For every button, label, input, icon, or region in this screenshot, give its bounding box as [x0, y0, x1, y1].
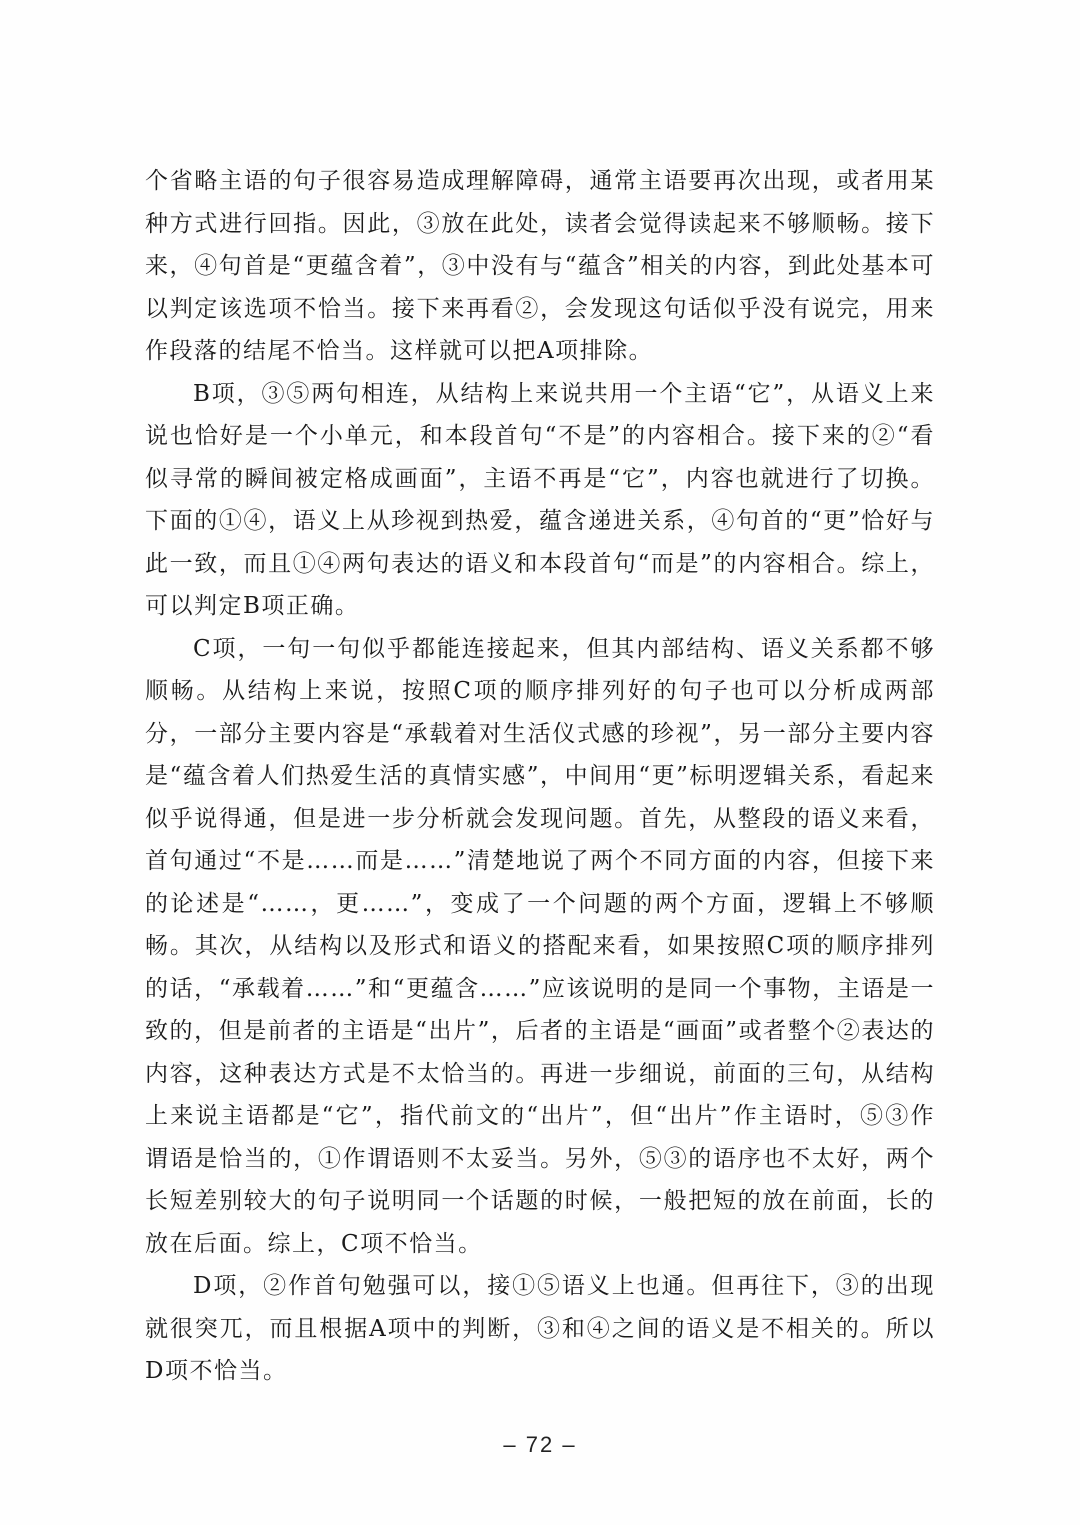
- paragraph-b-analysis: B项，③⑤两句相连，从结构上来说共用一个主语“它”，从语义上来说也恰好是一个小单元，和本段首句“不是”的内容相合。接下来的②“看似寻常的瞬间被定格成画面”，主语不再是“它”，内容也就进行了切换。下面的①④，语义上从珍视到热爱，蕴含递进关系，④句首的“更”恰好与此一致，而且①④两句表达的语义和本段首句“而是”的内容相合。综上，可以判定B项正确。: [145, 380, 935, 619]
- paragraph-a-analysis: 个省略主语的句子很容易造成理解障碍，通常主语要再次出现，或者用某种方式进行回指。因此，③放在此处，读者会觉得读起来不够顺畅。接下来，④句首是“更蕴含着”，③中没有与“蕴含”相关的内容，到此处基本可以判定该选项不恰当。接下来再看②，会发现这句话似乎没有说完，用来作段落的结尾不恰当。这样就可以把A项排除。: [145, 168, 935, 364]
- paragraph-d-analysis: D项，②作首句勉强可以，接①⑤语义上也通。但再往下，③的出现就很突兀，而且根据A项中的判断，③和④之间的语义是不相关的。所以D项不恰当。: [145, 1273, 935, 1384]
- paragraph-c-analysis: C项，一句一句似乎都能连接起来，但其内部结构、语义关系都不够顺畅。从结构上来说，按照C项的顺序排列好的句子也可以分析成两部分，一部分主要内容是“承载着对生活仪式感的珍视”，另一部分主要内容是“蕴含着人们热爱生活的真情实感”，中间用“更”标明逻辑关系，看起来似乎说得通，但是进一步分析就会发现问题。首先，从整段的语义来看，首句通过“不是……而是……”清楚地说了两个不同方面的内容，但接下来的论述是“……，更……”，变成了一个问题的两个方面，逻辑上不够顺畅。其次，从结构以及形式和语义的搭配来看，如果按照C项的顺序排列的话，“承载着……”和“更蕴含……”应该说明的是同一个事物，主语是一致的，但是前者的主语是“出片”，后者的主语是“画面”或者整个②表达的内容，这种表达方式是不太恰当的。再进一步细说，前面的三句，从结构上来说主语都是“它”，指代前文的“出片”，但“出片”作主语时，⑤③作谓语是恰当的，①作谓语则不太妥当。另外，⑤③的语序也不太好，两个长短差别较大的句子说明同一个话题的时候，一般把短的放在前面，长的放在后面。综上，C项不恰当。: [145, 635, 935, 1257]
- body-text: [145, 160, 935, 1393]
- page-number: – 72 –: [503, 1432, 577, 1457]
